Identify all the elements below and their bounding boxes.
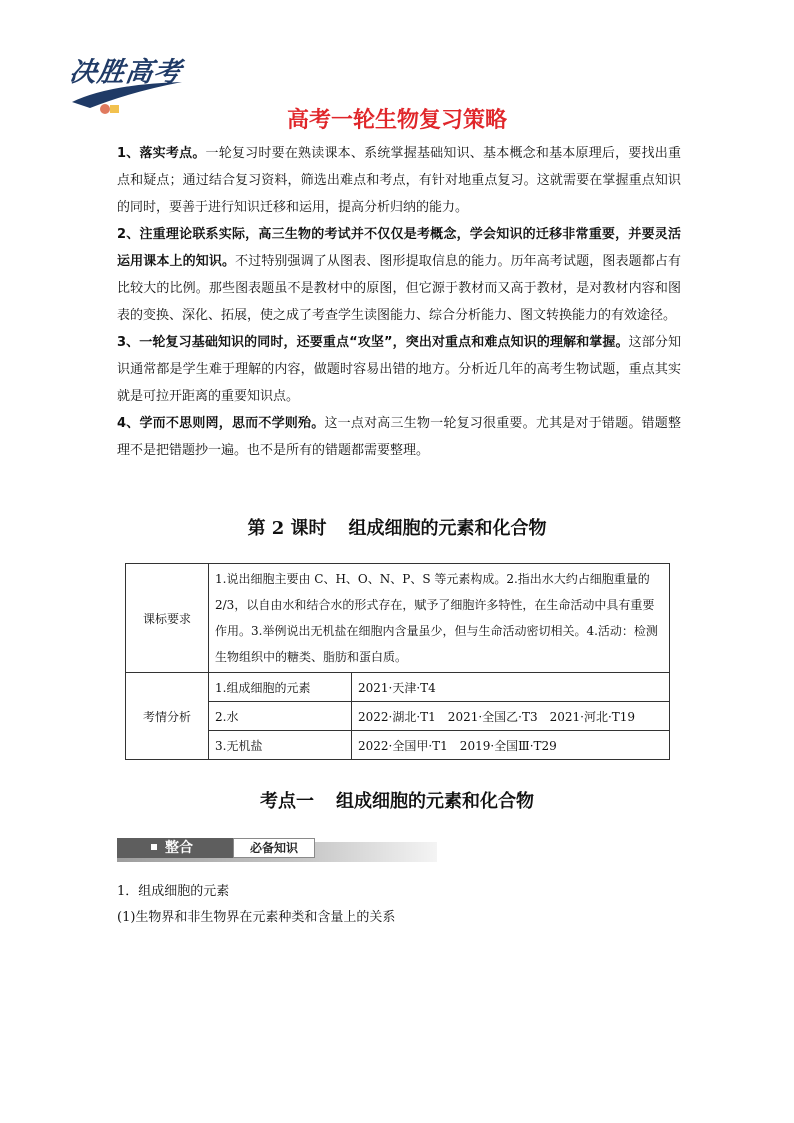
body-subheading: (1)生物界和非生物界在元素种类和含量上的关系 (117, 910, 396, 925)
strategy-item: 3、一轮复习基础知识的同时，还要重点“攻坚”，突出对重点和难点知识的理解和掌握。这部分知识通常都是学生难于理解的内容，做题时容易出错的地方。分析近几年的高考生物试题，重点其实就是可拉开距离的重要知识点。 (117, 335, 681, 404)
square-bullet-icon (151, 844, 157, 850)
analysis-exams: 2021·天津·T4 (352, 673, 670, 702)
analysis-label: 考情分析 (126, 673, 209, 760)
banner-label-dark: 整合 (117, 838, 233, 858)
analysis-topic: 2.水 (209, 702, 352, 731)
curriculum-table (125, 563, 670, 760)
body-heading: 1．组成细胞的元素 (117, 884, 230, 899)
page-title: 高考一轮生物复习策略 (286, 108, 507, 133)
strategy-item: 4、学而不思则罔，思而不学则殆。这一点对高三生物一轮复习很重要。尤其是对于错题。错题整理不是把错题抄一遍。也不是所有的错题都需要整理。 (117, 416, 681, 458)
analysis-exams: 2022·全国甲·T1 2019·全国Ⅲ·T29 (352, 731, 670, 760)
requirement-text: 1.说出细胞主要由 C、H、O、N、P、S 等元素构成。2.指出水大约占细胞重量的 2/3，以自由水和结合水的形式存在，赋予了细胞许多特性，在生命活动中具有重要作用。3.举例说出无机盐在细胞内含量虽少，但与生命活动密切相关。4.活动：检测生物组织中的糖类、脂肪和蛋白质。 (209, 564, 670, 673)
strategy-list (117, 140, 681, 464)
strategy-item: 2、注重理论联系实际，高三生物的考试并不仅仅是考概念，学会知识的迁移非常重要，并要灵活运用课本上的知识。不过特别强调了从图表、图形提取信息的能力。历年高考试题，图表题都占有比较大的比例。那些图表题虽不是教材中的原图，但它源于教材而又高于教材，是对教材内容和图表的变换、深化、拓展，使之成了考查学生读图能力、综合分析能力、图文转换能力的有效途径。 (117, 227, 681, 323)
section-banner (117, 838, 437, 862)
banner-label-light: 必备知识 (233, 838, 315, 858)
lesson-title: 第 2 课时 组成细胞的元素和化合物 (247, 518, 547, 539)
analysis-exams: 2022·湖北·T1 2021·全国乙·T3 2021·河北·T19 (352, 702, 670, 731)
analysis-topic: 3.无机盐 (209, 731, 352, 760)
section-title: 考点一 组成细胞的元素和化合物 (260, 791, 534, 812)
strategy-item: 1、落实考点。一轮复习时要在熟读课本、系统掌握基础知识、基本概念和基本原理后，要找出重点和疑点；通过结合复习资料，筛选出难点和考点，有针对地重点复习。这就需要在掌握重点知识的同时，要善于进行知识迁移和运用，提高分析归纳的能力。 (117, 146, 681, 215)
requirement-label: 课标要求 (126, 564, 209, 673)
logo-text: 决胜高考 (67, 57, 184, 88)
analysis-topic: 1.组成细胞的元素 (209, 673, 352, 702)
